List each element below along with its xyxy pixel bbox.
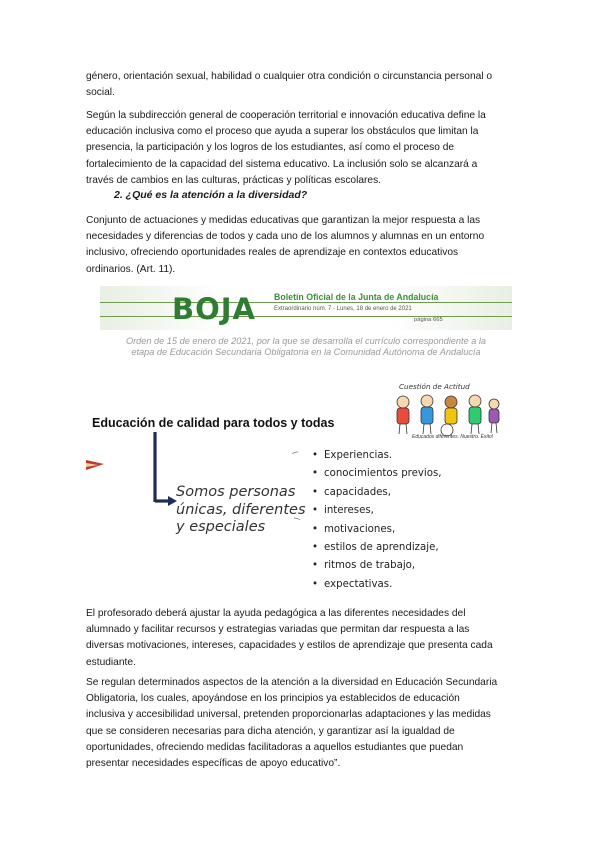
list-item: • Experiencias. — [312, 450, 393, 461]
boja-divider — [100, 302, 512, 303]
figure-subtitle — [176, 484, 306, 537]
text-line: Conjunto de actuaciones y medidas educativas que garantizan la mejor respuesta a las — [86, 215, 481, 226]
bullet-icon: • — [312, 505, 319, 517]
figure-caption-top: Cuestión de Actitud — [399, 382, 470, 391]
paragraph-inclusive-education — [86, 108, 514, 189]
paragraph-intro — [86, 69, 514, 101]
text-line: educación inclusiva como el proceso que ayuda a superar los obstáculos que limitan la — [86, 126, 479, 138]
caption-line: Orden de 15 de enero de 2021, por la que se desarrolla el currículo correspondiente a la — [125, 336, 487, 346]
boja-page-number: página 665 — [414, 317, 443, 323]
text-line: inclusivo, ofreciendo oportunidades reales de aprendizaje en contextos educativos — [86, 247, 459, 259]
flag-icon — [86, 460, 104, 472]
text-line: presencia, la participación y los logros de los estudiantes, así como el proceso de — [86, 142, 455, 154]
boja-divider — [100, 316, 512, 317]
text-line: diversas motivaciones, intereses, capacidades y estilos de aprendizaje que presenta cada — [86, 640, 493, 652]
paragraph-teachers — [86, 606, 514, 671]
text-line: Obligatoria, los cuales, apoyándose en los principios ya establecidos de educación — [86, 693, 460, 705]
bullet-icon: • — [312, 578, 319, 590]
subtitle-line: Somos personas — [176, 484, 296, 500]
list-item: • motivaciones, — [312, 523, 396, 535]
text-line: oportunidades, ofreciendo medidas facilitadoras a aquellos estudiantes que puedan — [86, 741, 464, 753]
diversity-factors-list — [312, 450, 442, 597]
children-illustration — [390, 392, 502, 438]
list-item: • intereses, — [312, 505, 374, 517]
paragraph-definition — [86, 213, 514, 278]
text-line: ordinarios. (Art. 11). — [86, 263, 176, 275]
text-line: Se regulan determinados aspectos de la atención a la diversidad en Educación Secundaria — [86, 677, 498, 688]
text-line: inclusiva y accesibilidad universal, pretenden proporcionarlas adaptaciones y las medidas — [86, 709, 491, 721]
boja-title: Boletín Oficial de la Junta de Andalucía — [274, 292, 439, 302]
bullet-icon: • — [312, 486, 319, 498]
bullet-icon: • — [312, 523, 319, 535]
text-line: través de cambios en las culturas, prácticas y políticas escolares. — [86, 174, 381, 186]
boja-caption — [108, 336, 504, 358]
text-line: necesidades y diferencias de todos y cada uno de los alumnos y alumnas en un entorno — [86, 231, 485, 243]
section-heading: 2. ¿Qué es la atención a la diversidad? — [114, 189, 308, 201]
bullet-icon: • — [312, 560, 319, 572]
subtitle-line: y especiales — [176, 519, 266, 535]
list-item: • estilos de aprendizaje, — [312, 541, 439, 553]
list-item: • ritmos de trabajo, — [312, 560, 416, 572]
text-line: social. — [86, 87, 115, 99]
boja-logo: BOJA — [172, 292, 256, 326]
text-line: que se consideren necesarias para dicha atención, y garantizar así la igualdad de — [86, 725, 455, 737]
text-line: alumnado y facilitar recursos y estrategias variadas que permitan dar respuesta a las — [86, 624, 470, 636]
paragraph-regulation — [86, 675, 514, 772]
caption-line: etapa de Educación Secundaria Obligatoria en la Comunidad Autónoma de Andalucía — [131, 347, 481, 357]
bullet-icon: • — [312, 450, 319, 461]
boja-issue: Extraordinario núm. 7 - Lunes, 18 de enero de 2021 — [274, 306, 412, 312]
list-item: • expectativas. — [312, 578, 393, 590]
figure-title: Educación de calidad para todos y todas — [92, 416, 335, 430]
diversity-figure — [86, 378, 514, 602]
boja-banner-image — [100, 286, 512, 366]
figure-caption-bottom: Educados diferentes. Nuestro. Éxito! — [412, 434, 494, 440]
subtitle-line: únicas, diferentes — [176, 501, 306, 518]
text-line: fortalecimiento de la capacidad del sistema educativo. La inclusión solo se alcanzará a — [86, 158, 478, 170]
text-line: estudiante. — [86, 656, 136, 668]
list-item: • conocimientos previos, — [312, 468, 442, 480]
text-line: presentar necesidades específicas de apoyo educativo”. — [86, 758, 341, 770]
text-line: Según la subdirección general de cooperación territorial e innovación educativa define la — [86, 110, 486, 121]
bullet-icon: • — [312, 541, 319, 553]
list-item: • capacidades, — [312, 486, 391, 498]
text-line: género, orientación sexual, habilidad o cualquier otra condición o circunstancia personal o — [86, 71, 493, 82]
bullet-icon: • — [312, 468, 319, 480]
text-line: El profesorado deberá ajustar la ayuda pedagógica a las diferentes necesidades del — [86, 608, 466, 619]
